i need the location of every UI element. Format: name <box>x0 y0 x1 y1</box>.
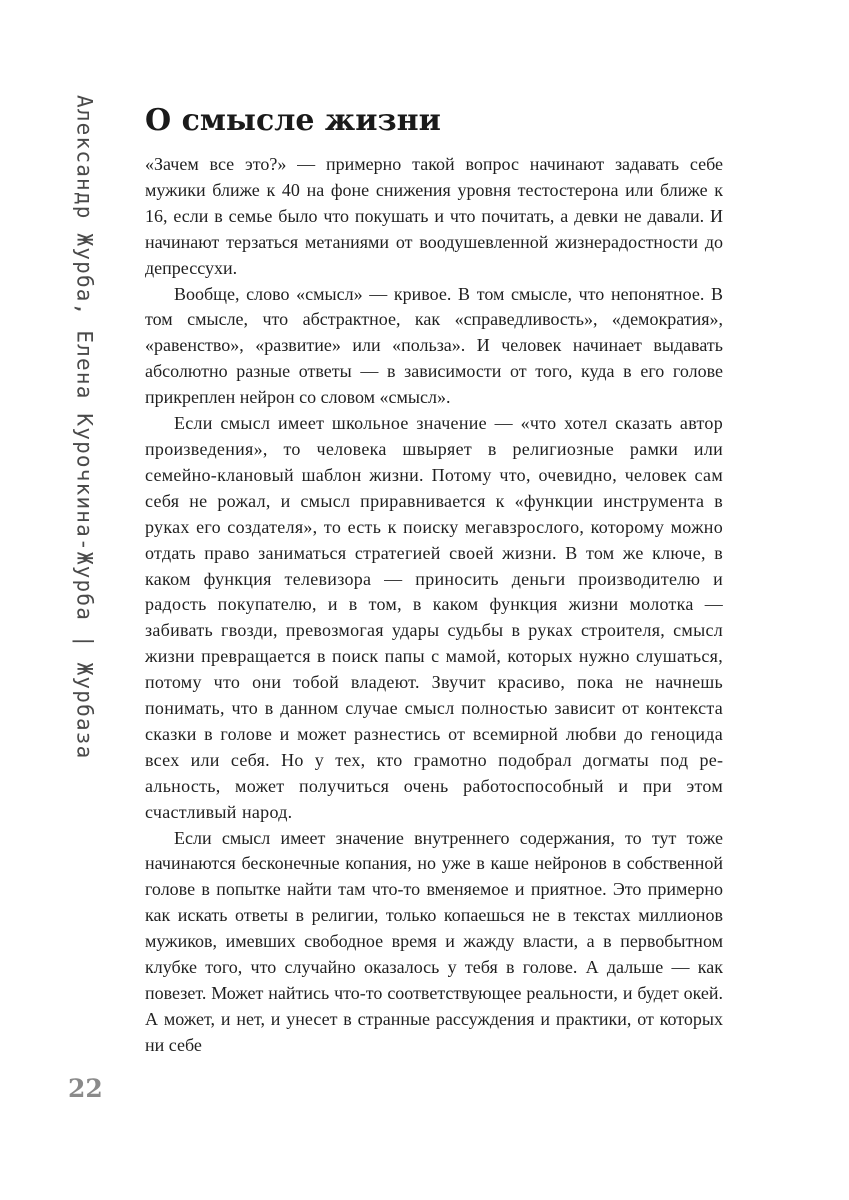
paragraph-4: Если смысл имеет значение внутреннего содержания, то тут тоже начинаются бесконечные копания, но уже в каше нейронов в собственной голове в попытке найти там что-то вменяемое и приятное. Это примерно как искать ответы в религии, только копаешься не в текстах миллионов мужиков, имевших свободное время и жажду власти, а в первобытном клубке того, что случайно оказалось у тебя в голове. А дальше — как повезет. Может найтись что-то соответствующее реальности, и будет окей. А может, и нет, и унесет в странные рассуждения и практики, от которых ни себе <box>145 827 723 1055</box>
chapter-title: О смысле жизни <box>145 103 441 138</box>
paragraph-2: Вообще, слово «смысл» — кривое. В том смысле, что непонятное. В том смысле, что абстрактное, как «справедливость», «демократия», «равенство», «развитие» или «польза». И человек начинает выдавать абсолютно разные ответы — в зависимости от того, куда в его голове прикреплен нейрон со словом «смысл». <box>145 283 723 408</box>
running-head-text: Александр Журба, Елена Курочкина-Журба | Журбаза <box>72 95 97 760</box>
chapter-content <box>145 102 723 1059</box>
running-head <box>62 95 106 760</box>
page-number: 22 <box>68 1074 103 1103</box>
paragraph-1: «Зачем все это?» — примерно такой вопрос начинают задавать себе мужики ближе к 40 на фоне снижения уровня тестостерона или ближе к 16, если в семье было что покушать и что почитать, а девки не давали. И начинают терзаться метаниями от воодушевленной жизнерадостности до депрессухи. <box>145 154 723 278</box>
paragraph-3: Если смысл имеет школьное значение — «что хотел сказать автор произведения», то человека швыряет в религиозные рамки или семейно-клановый шаблон жизни. Потому что, очевидно, человек сам себя не рожал, и смысл приравнивается к «функции инструмента в руках его создателя», то есть к поиску мегавзрослого, которому можно отдать право заниматься стратегией своей жизни. В том же ключе, в каком функция телевизора — приносить деньги производителю и радость покупателю, и в том, в каком функция жизни молотка — забивать гвозди, превозмогая удары судьбы в руках строителя, смысл жизни превращается в поиск папы с мамой, которых нужно слушаться, потому что они тобой владеют. Звучит красиво, пока не начнешь понимать, что в данном случае смысл полностью зависит от контекста сказки в голове и может разнестись от всемирной любви до геноцида всех или себя. Но у тех, кто грамотно подобрал догматы под реальность, может получиться очень работоспособный и при этом счастливый народ. <box>145 413 723 822</box>
